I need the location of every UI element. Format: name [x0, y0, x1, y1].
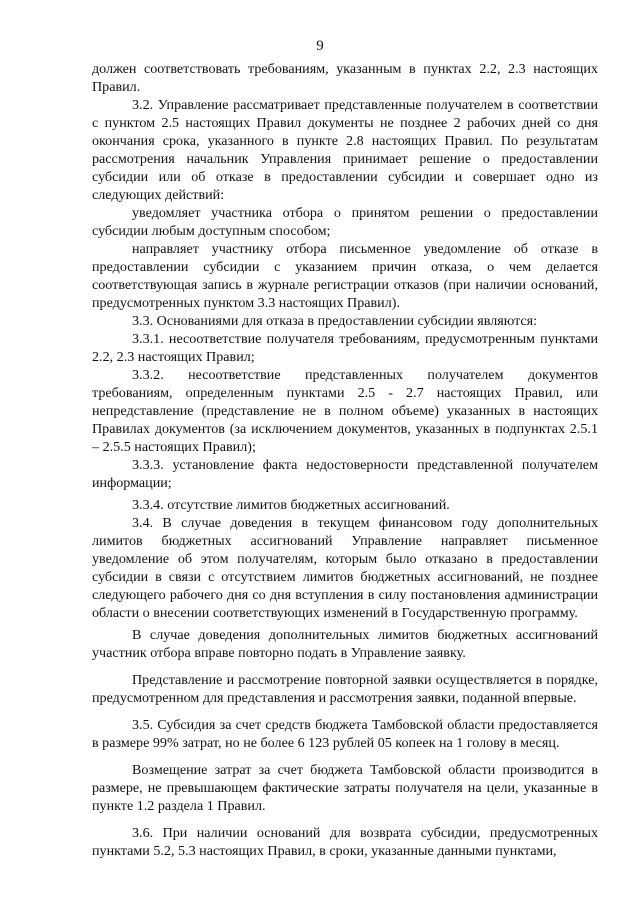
paragraph-continuation: должен соответствовать требованиям, указанным в пунктах 2.2, 2.3 настоящих Правил.	[92, 61, 598, 95]
paragraph-3-3-4: 3.3.4. отсутствие лимитов бюджетных ассигнований.	[132, 497, 450, 513]
document-body	[92, 60, 598, 860]
paragraph-3-5-compensation: Возмещение затрат за счет бюджета Тамбовской области производится в размере, не превышающем фактические затраты получателя на цели, указанные в пункте 1.2 раздела 1 Правил.	[92, 762, 598, 814]
paragraph-3-4-repeat-application: Представление и рассмотрение повторной заявки осуществляется в порядке, предусмотренном для представления и рассмотрения заявки, поданной впервые.	[92, 672, 598, 706]
paragraph-3-2-action-notify: уведомляет участника отбора о принятом решении о предоставлении субсидии любым доступным способом;	[92, 205, 598, 239]
paragraph-3-3-2: 3.3.2. несоответствие представленных получателем документов требованиям, определенным пунктами 2.5 - 2.7 настоящих Правил, или непредставление (представление не в полном объеме) указанных в настоящих Правилах документов (за исключением документов, указанных в подпунктах 2.5.1 – 2.5.5 настоящих Правил);	[92, 367, 598, 455]
paragraph-3-4-additional-limits: В случае доведения дополнительных лимитов бюджетных ассигнований участник отбора вправе повторно подать в Управление заявку.	[92, 627, 598, 661]
paragraph-3-5: 3.5. Субсидия за счет средств бюджета Тамбовской области предоставляется в размере 99% затрат, но не более 6 123 рублей 05 копеек на 1 голову в месяц.	[92, 717, 598, 751]
paragraph-3-2: 3.2. Управление рассматривает представленные получателем в соответствии с пунктом 2.5 настоящих Правил документы не позднее 2 рабочих дней со дня окончания срока, указанного в пункте 2.8 настоящих Правил. По результатам рассмотрения начальник Управления принимает решение о предоставлении субсидии или об отказе в предоставлении субсидии и совершает одно из следующих действий:	[92, 97, 598, 203]
paragraph-3-6: 3.6. При наличии оснований для возврата субсидии, предусмотренных пунктами 5.2, 5.3 настоящих Правил, в сроки, указанные данными пунктами,	[92, 825, 598, 859]
paragraph-3-3: 3.3. Основаниями для отказа в предоставлении субсидии являются:	[132, 313, 538, 329]
page-number: 9	[316, 38, 324, 54]
paragraph-3-4: 3.4. В случае доведения в текущем финансовом году дополнительных лимитов бюджетных ассигнований Управление направляет письменное уведомление об этом получателям, которым было отказано в предоставлении субсидии в связи с отсутствием лимитов бюджетных ассигнований, не позднее следующего рабочего дня со дня вступления в силу постановления администрации области о внесении соответствующих изменений в Государственную программу.	[92, 515, 598, 621]
paragraph-3-3-3: 3.3.3. установление факта недостоверности представленной получателем информации;	[92, 457, 598, 491]
paragraph-3-3-1: 3.3.1. несоответствие получателя требованиям, предусмотренным пунктами 2.2, 2.3 настоящих Правил;	[92, 331, 598, 365]
paragraph-3-2-action-refuse: направляет участнику отбора письменное уведомление об отказе в предоставлении субсидии с указанием причин отказа, о чем делается соответствующая запись в журнале регистрации отказов (при наличии оснований, предусмотренных пунктом 3.3 настоящих Правил).	[92, 241, 598, 311]
